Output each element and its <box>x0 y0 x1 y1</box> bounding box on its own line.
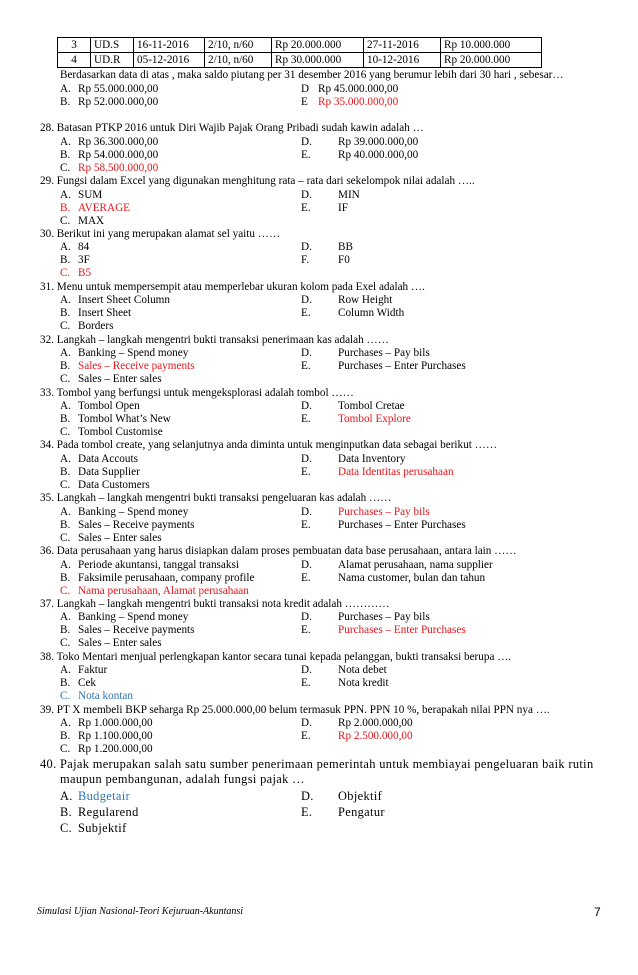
option-text: Rp 52.000.000,00 <box>78 96 159 108</box>
intro-text: Berdasarkan data di atas , maka saldo piutang per 31 desember 2016 yang berumur lebih dari 30 hari , sebesar… <box>60 69 564 81</box>
option-text: Nota kredit <box>338 677 389 689</box>
question-40: 40. Pajak merupakan salah satu sumber penerimaan pemerintah untuk membiayai pengeluaran baik rutin <box>40 757 594 771</box>
option-letter: B. <box>60 805 73 819</box>
option-text-answer: Purchases – Enter Purchases <box>338 624 466 636</box>
option-letter-answer: C. <box>60 267 71 279</box>
table-row <box>58 53 542 68</box>
option-text: IF <box>338 202 348 214</box>
option-text: Rp 1.200.000,00 <box>78 743 153 755</box>
question-39: 39. PT X membeli BKP seharga Rp 25.000.000,00 belum termasuk PPN. PPN 10 %, berapakah nilai PPN nya …. <box>40 704 550 716</box>
option-text: Borders <box>78 320 114 332</box>
option-letter: D <box>301 83 310 95</box>
option-text: Purchases – Pay bils <box>338 347 430 359</box>
option-text: Objektif <box>338 789 383 803</box>
option-letter: A. <box>60 241 71 253</box>
option-letter: E. <box>301 730 311 742</box>
option-text: Row Height <box>338 294 393 306</box>
question-40-continuation: maupun pembangunan, adalah fungsi pajak … <box>60 772 305 786</box>
option-letter: E. <box>301 677 311 689</box>
question-29: 29. Fungsi dalam Excel yang digunakan menghitung rata – rata dari sekelompok nilai adalah ….. <box>40 175 475 187</box>
option-letter: B. <box>60 624 71 636</box>
option-text: Banking – Spend money <box>78 347 189 359</box>
table-cell: Rp 20.000.000 <box>272 38 364 53</box>
option-text: Rp 1.000.000,00 <box>78 717 153 729</box>
option-letter-answer: B. <box>60 202 71 214</box>
option-text: Rp 2.000.000,00 <box>338 717 413 729</box>
option-text-answer: Rp 35.000.000,00 <box>318 96 399 108</box>
option-text: Purchases – Pay bils <box>338 611 430 623</box>
question-32: 32. Langkah – langkah mengentri bukti transaksi penerimaan kas adalah …… <box>40 334 389 346</box>
table-cell: Rp 20.000.000 <box>441 53 542 68</box>
option-letter: A. <box>60 664 71 676</box>
option-text: Rp 36.300.000,00 <box>78 136 159 148</box>
option-letter: A. <box>60 347 71 359</box>
option-letter: E. <box>301 572 311 584</box>
table-cell: Rp 30.000.000 <box>272 53 364 68</box>
option-text-answer: Nota kontan <box>78 690 133 702</box>
option-letter: E. <box>301 805 313 819</box>
option-letter: A. <box>60 559 71 571</box>
table-cell: Rp 10.000.000 <box>441 38 542 53</box>
option-text: Data Accouts <box>78 453 138 465</box>
table-cell: 4 <box>58 53 91 68</box>
option-text: Sales – Enter sales <box>78 532 162 544</box>
option-letter: A. <box>60 83 71 95</box>
option-letter: D. <box>301 347 312 359</box>
option-letter: D. <box>301 664 312 676</box>
option-text: Regularend <box>78 805 139 819</box>
option-text: 3F <box>78 254 90 266</box>
option-letter: A. <box>60 453 71 465</box>
option-letter: E. <box>301 413 311 425</box>
option-text: Banking – Spend money <box>78 506 189 518</box>
option-text: Column Width <box>338 307 405 319</box>
option-letter: D. <box>301 717 312 729</box>
option-text-answer: Tombol Explore <box>338 413 411 425</box>
option-text-answer: Rp 58.500.000,00 <box>78 162 159 174</box>
option-text: Nama customer, bulan dan tahun <box>338 572 486 584</box>
option-text: Pengatur <box>338 805 385 819</box>
option-letter: A. <box>60 136 71 148</box>
option-text: Tombol Cretae <box>338 400 405 412</box>
option-text: Subjektif <box>78 821 127 835</box>
option-text: Insert Sheet Column <box>78 294 170 306</box>
option-letter: C. <box>60 373 71 385</box>
option-letter: B. <box>60 730 71 742</box>
option-text: MAX <box>78 215 105 227</box>
option-letter: A. <box>60 400 71 412</box>
option-text: Rp 40.000.000,00 <box>338 149 419 161</box>
option-letter: B. <box>60 677 71 689</box>
option-letter: C. <box>60 162 71 174</box>
option-text-answer: Sales – Receive payments <box>78 360 195 372</box>
option-letter: C. <box>60 637 71 649</box>
option-text: Banking – Spend money <box>78 611 189 623</box>
option-letter: B. <box>60 307 71 319</box>
option-letter: A. <box>60 506 71 518</box>
option-letter: B. <box>60 360 71 372</box>
option-text-answer: AVERAGE <box>78 202 131 214</box>
option-letter: D. <box>301 453 312 465</box>
option-text: Purchases – Enter Purchases <box>338 519 466 531</box>
option-text: Alamat perusahaan, nama supplier <box>338 559 493 571</box>
option-text: Rp 55.000.000,00 <box>78 83 159 95</box>
option-text: Tombol Customise <box>78 426 163 438</box>
option-text: BB <box>338 241 353 253</box>
table-cell: 3 <box>58 38 91 53</box>
option-letter: D. <box>301 789 314 803</box>
option-text-answer: B5 <box>78 267 92 279</box>
option-letter: D. <box>301 611 312 623</box>
option-letter: B. <box>60 149 71 161</box>
table-cell: UD.R <box>91 53 134 68</box>
option-text: Tombol Open <box>78 400 140 412</box>
option-text: F0 <box>338 254 350 266</box>
option-text: Rp 1.100.000,00 <box>78 730 153 742</box>
option-text-answer: Data Identitas perusahaan <box>338 466 454 478</box>
option-text: Data Supplier <box>78 466 140 478</box>
option-text: Faktur <box>78 664 108 676</box>
question-30: 30. Berikut ini yang merupakan alamat sel yaitu …… <box>40 228 281 240</box>
option-text: Data Inventory <box>338 453 406 465</box>
option-letter-answer: C. <box>60 585 71 597</box>
option-text: Sales – Receive payments <box>78 519 195 531</box>
option-letter: B. <box>60 254 71 266</box>
option-text: Faksimile perusahaan, company profile <box>78 572 255 584</box>
question-33: 33. Tombol yang berfungsi untuk mengeksplorasi adalah tombol …… <box>40 387 354 399</box>
option-letter: B. <box>60 96 71 108</box>
table-cell: 05-12-2016 <box>134 53 205 68</box>
option-text: Periode akuntansi, tanggal transaksi <box>78 559 239 571</box>
question-38: 38. Toko Mentari menjual perlengkapan kantor secara tunai kepada pelanggan, bukti transaksi berupa …. <box>40 651 512 663</box>
option-letter: D. <box>301 241 312 253</box>
option-text: Insert Sheet <box>78 307 132 319</box>
option-letter: B. <box>60 519 71 531</box>
option-text-answer: Rp 2.500.000,00 <box>338 730 413 742</box>
option-letter: A. <box>60 789 73 803</box>
option-text: Data Customers <box>78 479 150 491</box>
option-letter: C. <box>60 320 71 332</box>
option-text: Tombol What’s New <box>78 413 171 425</box>
table-cell: UD.S <box>91 38 134 53</box>
option-letter: E. <box>301 202 311 214</box>
option-letter: B. <box>60 413 71 425</box>
option-letter: D. <box>301 559 312 571</box>
option-letter: E. <box>301 519 311 531</box>
option-letter: A. <box>60 294 71 306</box>
option-text: 84 <box>78 241 90 253</box>
table-row <box>58 38 542 53</box>
option-text: Rp 54.000.000,00 <box>78 149 159 161</box>
table-cell: 10-12-2016 <box>364 53 441 68</box>
option-letter: E <box>301 96 308 108</box>
option-letter: D. <box>301 189 312 201</box>
option-text: Cek <box>78 677 97 689</box>
option-letter: C. <box>60 743 71 755</box>
option-letter: E. <box>301 307 311 319</box>
option-text: Sales – Receive payments <box>78 624 195 636</box>
option-text: Rp 45.000.000,00 <box>318 83 399 95</box>
option-text-answer: Budgetair <box>78 789 131 803</box>
option-letter: D. <box>301 136 312 148</box>
table-cell: 27-11-2016 <box>364 38 441 53</box>
option-text-answer: Nama perusahaan, Alamat perusahaan <box>78 585 249 597</box>
question-34: 34. Pada tombol create, yang selanjutnya anda diminta untuk menginputkan data sebagai berikut …… <box>40 439 498 451</box>
table-cell: 2/10, n/60 <box>205 53 272 68</box>
option-text-answer: Purchases – Pay bils <box>338 506 430 518</box>
option-letter: B. <box>60 466 71 478</box>
option-text: Sales – Enter sales <box>78 373 162 385</box>
option-letter: C. <box>60 479 71 491</box>
option-letter: D. <box>301 400 312 412</box>
option-text: SUM <box>78 189 103 201</box>
option-letter-answer: C. <box>60 690 71 702</box>
table-cell: 16-11-2016 <box>134 38 205 53</box>
option-letter: A. <box>60 189 71 201</box>
question-28: 28. Batasan PTKP 2016 untuk Diri Wajib Pajak Orang Pribadi sudah kawin adalah … <box>40 122 424 134</box>
question-31: 31. Menu untuk mempersempit atau memperlebar ukuran kolom pada Exel adalah …. <box>40 281 425 293</box>
option-letter: D. <box>301 506 312 518</box>
question-37: 37. Langkah – langkah mengentri bukti transaksi nota kredit adalah ………… <box>40 598 390 610</box>
option-letter: E. <box>301 360 311 372</box>
question-35: 35. Langkah – langkah mengentri bukti transaksi pengeluaran kas adalah …… <box>40 492 392 504</box>
option-letter: D. <box>301 294 312 306</box>
option-letter: C. <box>60 426 71 438</box>
option-letter: A. <box>60 611 71 623</box>
option-letter: E. <box>301 149 311 161</box>
option-text: Nota debet <box>338 664 387 676</box>
option-text: MIN <box>338 189 360 201</box>
page-footer: Simulasi Ujian Nasional-Teori Kejuruan-Akuntansi <box>37 906 244 917</box>
table-cell: 2/10, n/60 <box>205 38 272 53</box>
option-text: Sales – Enter sales <box>78 637 162 649</box>
option-letter: C. <box>60 215 71 227</box>
question-36: 36. Data perusahaan yang harus disiapkan dalam proses pembuatan data base perusahaan, antara lain …… <box>40 545 517 557</box>
option-letter: C. <box>60 821 73 835</box>
option-text: Rp 39.000.000,00 <box>338 136 419 148</box>
option-letter: F. <box>301 254 310 266</box>
option-letter: A. <box>60 717 71 729</box>
page-number: 7 <box>594 905 601 919</box>
option-letter: E. <box>301 466 311 478</box>
receivables-table <box>57 37 542 68</box>
option-letter: C. <box>60 532 71 544</box>
option-letter: E. <box>301 624 311 636</box>
option-letter: B. <box>60 572 71 584</box>
option-text: Purchases – Enter Purchases <box>338 360 466 372</box>
